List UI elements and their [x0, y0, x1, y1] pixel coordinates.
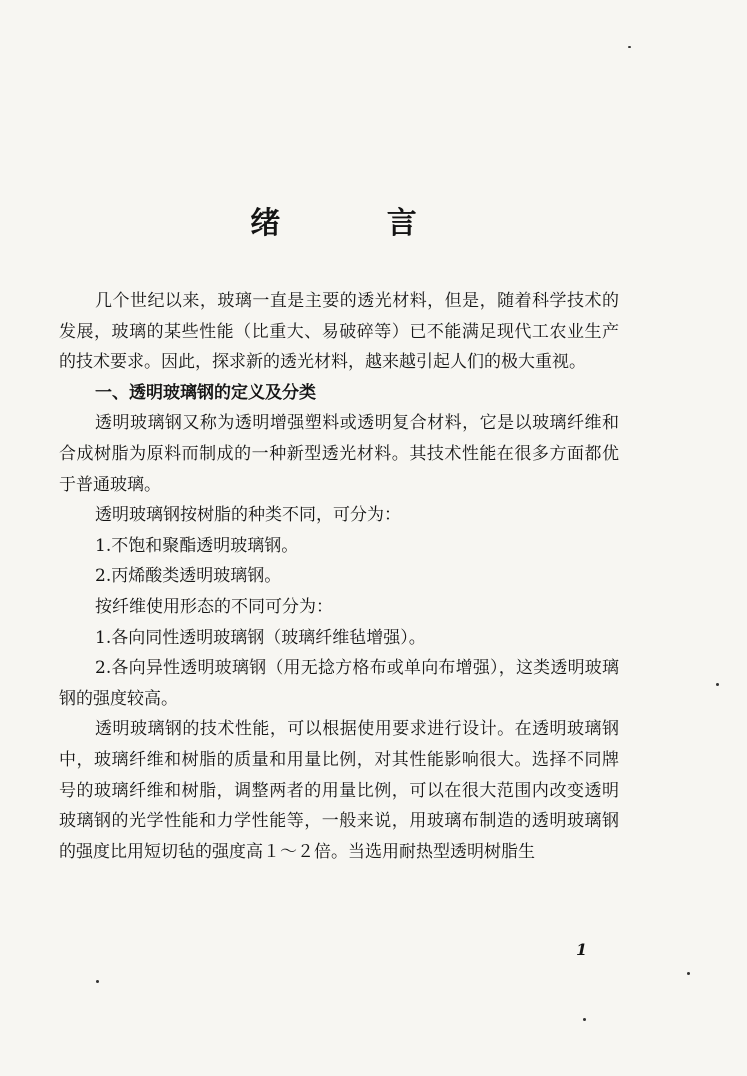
body-text [59, 286, 619, 867]
section-heading: 一、透明玻璃钢的定义及分类 [95, 382, 316, 403]
page-number: 1 [576, 940, 588, 959]
scan-speck [583, 1018, 586, 1021]
scan-speck [96, 980, 99, 983]
scan-speck [687, 972, 690, 975]
list-item: 2.丙烯酸类透明玻璃钢。 [95, 566, 282, 587]
paragraph-intro: 几个世纪以来，玻璃一直是主要的透光材料，但是，随着科学技术的发展，玻璃的某些性能（比重大、易破碎等）已不能满足现代工农业生产的技术要求。因此，探求新的透光材料，越来越引起人们的极大重视。 [59, 291, 619, 373]
paragraph-definition: 透明玻璃钢又称为透明增强塑料或透明复合材料，它是以玻璃纤维和合成树脂为原料而制成的一种新型透光材料。其技术性能在很多方面都优于普通玻璃。 [59, 413, 619, 495]
scan-speck [628, 46, 631, 48]
list-item: 1.各向同性透明玻璃钢（玻璃纤维毡增强）。 [95, 627, 426, 648]
page-title: 绪 言 [250, 206, 465, 241]
paragraph-resin-classification: 透明玻璃钢按树脂的种类不同，可分为： [95, 505, 401, 526]
list-item: 2.各向异性透明玻璃钢（用无捻方格布或单向布增强），这类透明玻璃钢的强度较高。 [59, 658, 619, 709]
scan-speck [716, 683, 719, 686]
paragraph-fiber-classification: 按纤维使用形态的不同可分为： [95, 596, 333, 617]
paragraph-performance: 透明玻璃钢的技术性能，可以根据使用要求进行设计。在透明玻璃钢中，玻璃纤维和树脂的质量和用量比例，对其性能影响很大。选择不同牌号的玻璃纤维和树脂，调整两者的用量比例，可以在很大范围内改变透明玻璃钢的光学性能和力学性能等，一般来说，用玻璃布制造的透明玻璃钢的强度比用短切毡的强度高１～２倍。当选用耐热型透明树脂生 [59, 719, 619, 862]
list-item: 1.不饱和聚酯透明玻璃钢。 [95, 535, 299, 556]
